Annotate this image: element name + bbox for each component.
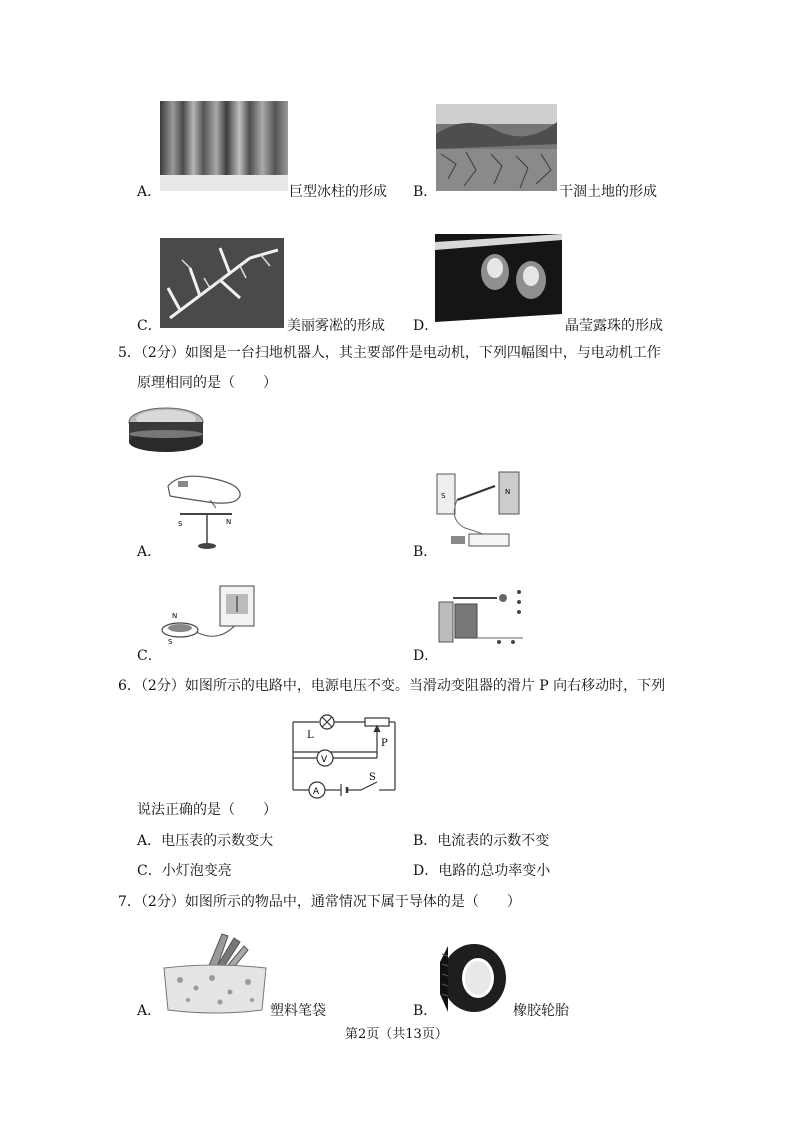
option-b-letter: B． [413,184,438,200]
svg-text:S: S [168,638,173,646]
option-d-letter: D． [413,318,439,334]
q6-option-a: A．电压表的示数变大 [137,833,274,849]
ammeter-label: A [313,787,320,797]
option-d-caption: 晶莹露珠的形成 [565,318,663,334]
option-c-letter: C． [137,318,162,334]
circuit-diagram [289,708,399,808]
q5-option-c-letter: C． [137,648,162,664]
q6-stem-line2: 说法正确的是（ ） [137,802,277,818]
generator-figure [160,582,260,654]
voltmeter-label: V [321,755,328,765]
svg-text:N: N [226,518,232,526]
lamp-label: L [307,730,314,741]
q5-stem-line2: 原理相同的是（ ） [137,375,277,391]
pencil-case-photo [160,928,270,1018]
icicle-photo [160,101,288,191]
svg-text:S: S [441,492,446,500]
q7-option-b-caption: 橡胶轮胎 [513,1003,569,1019]
oersted-experiment-figure [160,470,244,552]
svg-text:N: N [505,488,511,496]
dew-photo [435,234,562,328]
q6-option-d: D．电路的总功率变小 [413,863,551,879]
q7-stem: 7．（2分）如图所示的物品中，通常情况下属于导体的是（ ） [118,894,521,910]
slider-label: P [381,738,388,749]
q6-option-c: C．小灯泡变亮 [137,863,232,879]
dry-land-photo [436,104,557,191]
q7-option-a-letter: A． [137,1003,162,1019]
option-c-caption: 美丽雾凇的形成 [287,318,385,334]
switch-label: S [369,772,376,783]
rime-photo [160,238,284,328]
q6-option-b: B．电流表的示数不变 [413,833,550,849]
q5-option-d-letter: D． [413,648,439,664]
option-a-caption: 巨型冰柱的形成 [289,184,387,200]
motor-principle-figure [435,470,523,556]
svg-text:S: S [178,520,183,528]
q7-option-a-caption: 塑料笔袋 [270,1003,326,1019]
tire-photo [434,934,510,1018]
q6-stem-line1: 6．（2分）如图所示的电路中，电源电压不变。当滑动变阻器的滑片 P 向右移动时，下列 [118,678,666,694]
q5-option-a-letter: A． [137,544,162,560]
svg-text:N: N [172,612,178,620]
q7-option-b-letter: B． [413,1003,438,1019]
page-footer: 第2页（共13页） [345,1027,448,1042]
q5-stem-line1: 5．（2分）如图是一台扫地机器人，其主要部件是电动机，下列四幅图中，与电动机工作 [118,345,661,361]
robot-vacuum-photo [127,404,205,456]
option-a-letter: A． [137,184,162,200]
electromagnetic-relay-figure [437,582,531,650]
option-b-caption: 干涸土地的形成 [559,184,657,200]
q5-option-b-letter: B． [413,544,438,560]
